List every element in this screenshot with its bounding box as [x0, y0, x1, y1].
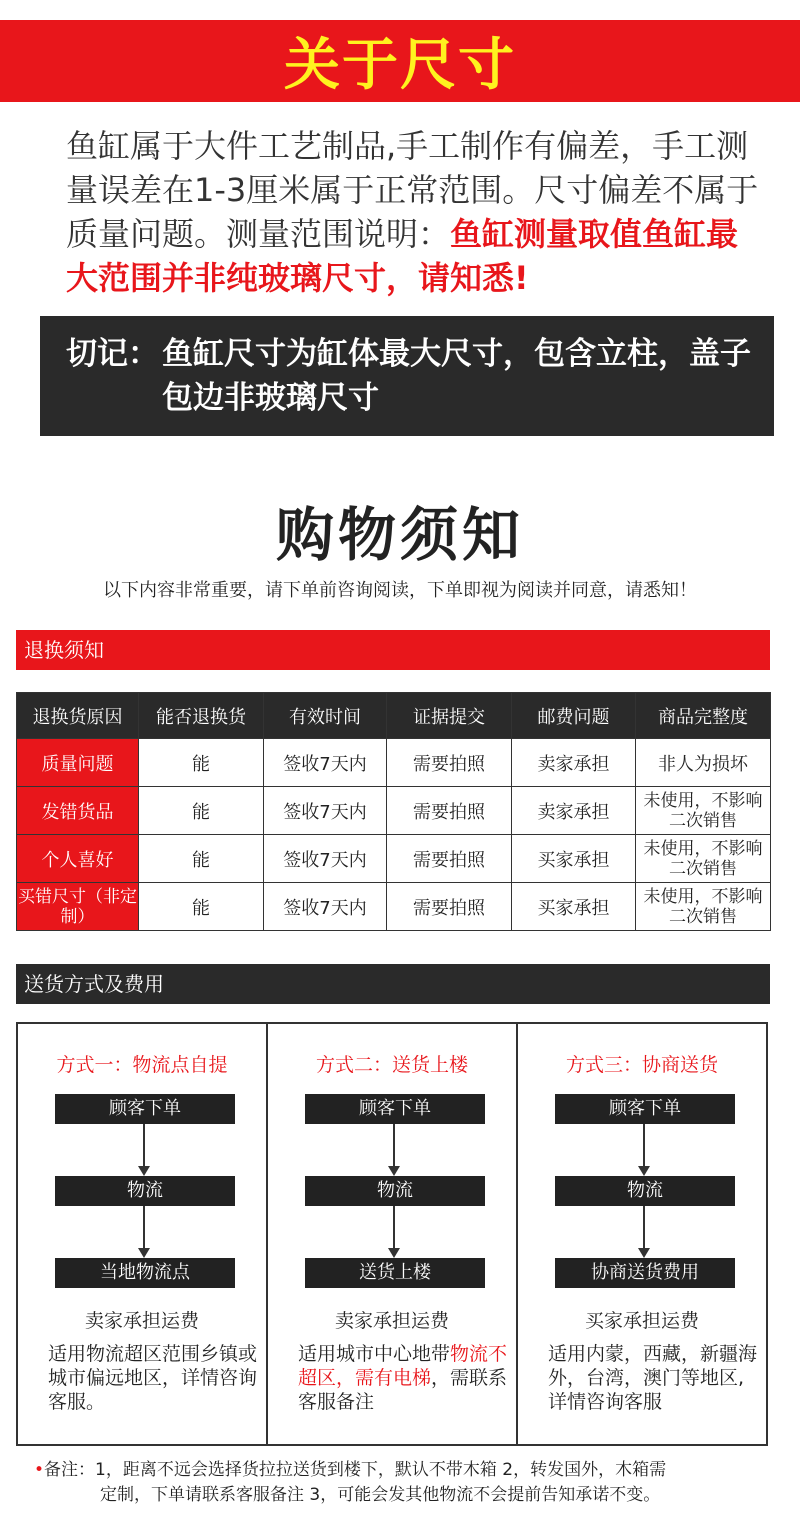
method-fee: 买家承担运费: [584, 1310, 699, 1332]
method-title: 方式三：协商送货: [565, 1054, 718, 1076]
table-row: [17, 739, 771, 787]
return-policy-table: [16, 692, 771, 931]
method-description: [548, 1342, 762, 1414]
flow-step-order: 顾客下单: [305, 1094, 485, 1124]
row-postage: 卖家承担: [512, 787, 636, 835]
shipping-methods: [16, 1022, 768, 1446]
desc-text: 适用内蒙，西藏，新疆海外，台湾，澳门等地区,详情咨询客服: [548, 1343, 758, 1413]
row-proof: 需要拍照: [387, 883, 512, 931]
row-reason: 买错尺寸（非定制）: [17, 883, 139, 931]
return-section-header: 退换须知: [16, 630, 770, 670]
row-can-return: 能: [139, 835, 264, 883]
row-integrity: 未使用，不影响二次销售: [636, 883, 771, 931]
reminder-label: 切记：: [66, 336, 159, 372]
method-description: [48, 1342, 262, 1414]
row-proof: 需要拍照: [387, 835, 512, 883]
header-reason: 退换货原因: [17, 693, 139, 739]
down-arrow-icon: [393, 1206, 395, 1256]
size-description-highlight: 鱼缸测量取值鱼缸最大范围并非纯玻璃尺寸，请知悉!: [66, 215, 739, 297]
down-arrow-icon: [143, 1124, 145, 1174]
row-valid-time: 签收7天内: [264, 835, 387, 883]
shipping-method-3: [518, 1024, 766, 1444]
header-postage: 邮费问题: [512, 693, 636, 739]
remark-note: [34, 1458, 774, 1508]
row-integrity: 未使用，不影响二次销售: [636, 787, 771, 835]
remark-line-1: 备注：1，距离不远会选择货拉拉送货到楼下，默认不带木箱 2，转发国外，木箱需: [44, 1460, 667, 1480]
row-postage: 买家承担: [512, 835, 636, 883]
header-valid-time: 有效时间: [264, 693, 387, 739]
method-fee: 卖家承担运费: [84, 1310, 199, 1332]
header-can-return: 能否退换货: [139, 693, 264, 739]
remark-line-2: 定制，下单请联系客服备注 3，可能会发其他物流不会提前告知承诺不变。: [100, 1485, 661, 1505]
size-banner: [0, 20, 800, 102]
bullet-icon: •: [34, 1460, 45, 1480]
header-integrity: 商品完整度: [636, 693, 771, 739]
row-can-return: 能: [139, 739, 264, 787]
reminder-box: [40, 316, 774, 436]
row-can-return: 能: [139, 883, 264, 931]
desc-text: 适用城市中心地带: [298, 1343, 451, 1365]
flow-step-final: 协商送货费用: [555, 1258, 735, 1288]
shipping-method-1: [18, 1024, 268, 1444]
down-arrow-icon: [393, 1124, 395, 1174]
desc-text: 适用物流超区范围乡镇或城市偏远地区，详情咨询客服。: [48, 1343, 258, 1413]
shipping-method-2: [268, 1024, 518, 1444]
size-description-normal: 鱼缸属于大件工艺制品,手工制作有偏差，手工测量误差在1-3厘米属于正常范围。尺寸偏差不属于质量问题。测量范围说明：: [66, 127, 759, 253]
flow-step-logistics: 物流: [305, 1176, 485, 1206]
banner-title: 关于尺寸: [284, 33, 516, 98]
reminder-body: 鱼缸尺寸为缸体最大尺寸，包含立柱，盖子包边非玻璃尺寸: [162, 336, 751, 416]
table-row: [17, 787, 771, 835]
flow-step-final: 送货上楼: [305, 1258, 485, 1288]
desc-highlight: 物流不超区，需有电梯: [298, 1343, 508, 1389]
row-integrity: 未使用，不影响二次销售: [636, 835, 771, 883]
method-title: 方式一：物流点自提: [56, 1054, 228, 1076]
table-row: [17, 883, 771, 931]
row-valid-time: 签收7天内: [264, 787, 387, 835]
method-description: [298, 1342, 512, 1414]
flow-step-logistics: 物流: [555, 1176, 735, 1206]
method-title: 方式二：送货上楼: [315, 1054, 468, 1076]
flow-step-logistics: 物流: [55, 1176, 235, 1206]
row-valid-time: 签收7天内: [264, 883, 387, 931]
table-header-row: [17, 693, 771, 739]
row-reason: 发错货品: [17, 787, 139, 835]
size-description: [66, 124, 766, 300]
down-arrow-icon: [143, 1206, 145, 1256]
row-can-return: 能: [139, 787, 264, 835]
row-postage: 卖家承担: [512, 739, 636, 787]
shopping-notice-title: 购物须知: [275, 501, 524, 569]
row-proof: 需要拍照: [387, 739, 512, 787]
row-proof: 需要拍照: [387, 787, 512, 835]
shipping-section-header: 送货方式及费用: [16, 964, 770, 1004]
table-row: [17, 835, 771, 883]
shopping-notice-subtitle: 以下内容非常重要，请下单前咨询阅读，下单即视为阅读并同意，请悉知！: [103, 580, 697, 601]
flow-step-order: 顾客下单: [555, 1094, 735, 1124]
desc-tail: ，需联系客服备注: [298, 1367, 508, 1413]
down-arrow-icon: [643, 1124, 645, 1174]
row-valid-time: 签收7天内: [264, 739, 387, 787]
flow-step-final: 当地物流点: [55, 1258, 235, 1288]
header-proof: 证据提交: [387, 693, 512, 739]
row-reason: 质量问题: [17, 739, 139, 787]
row-integrity: 非人为损坏: [636, 739, 771, 787]
method-fee: 卖家承担运费: [334, 1310, 449, 1332]
row-postage: 买家承担: [512, 883, 636, 931]
row-reason: 个人喜好: [17, 835, 139, 883]
flow-step-order: 顾客下单: [55, 1094, 235, 1124]
down-arrow-icon: [643, 1206, 645, 1256]
